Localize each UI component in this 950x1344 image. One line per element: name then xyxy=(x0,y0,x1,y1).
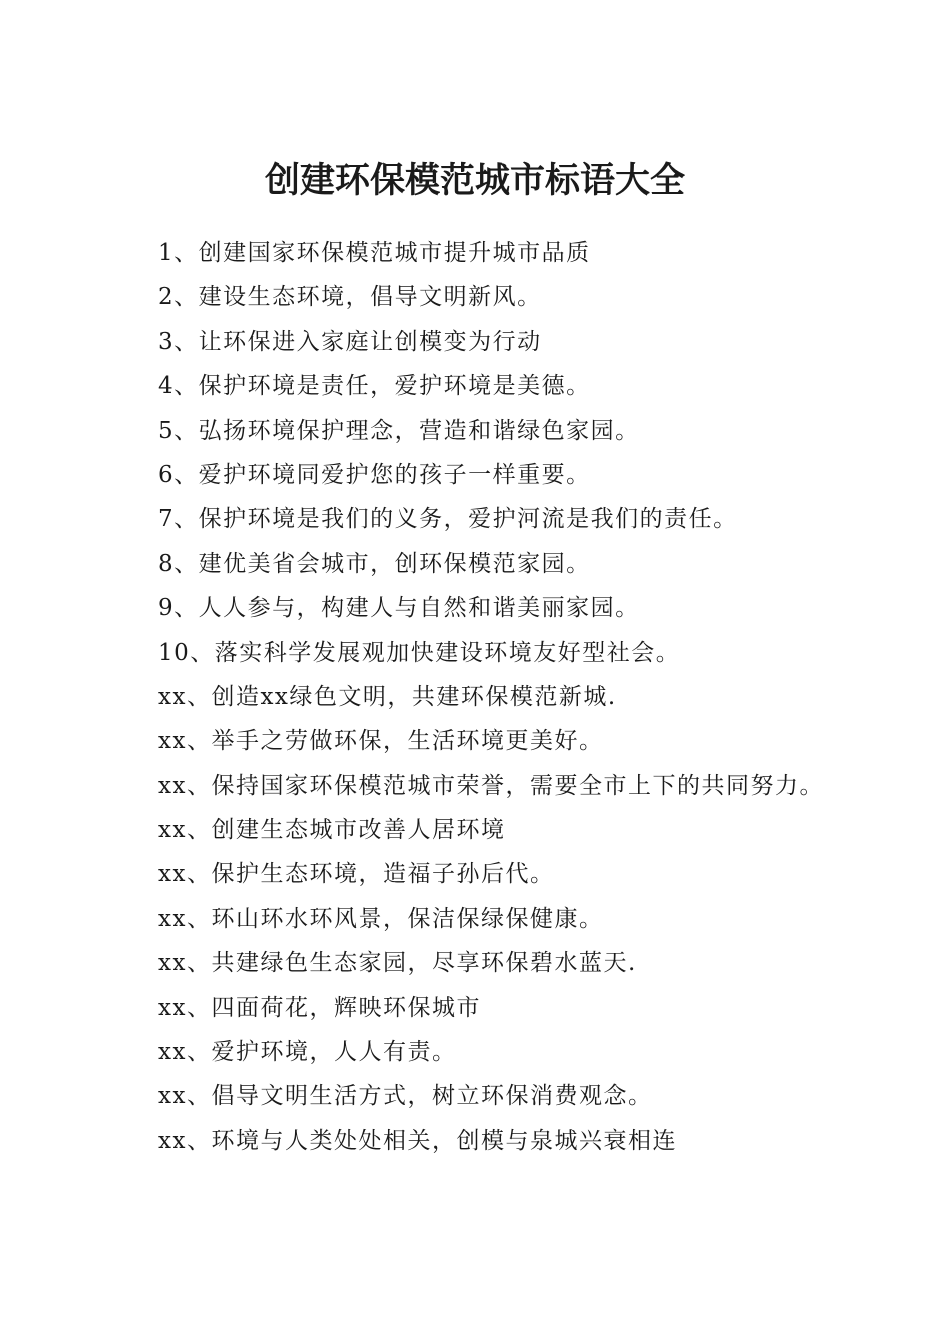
page-title: 创建环保模范城市标语大全 xyxy=(264,160,685,202)
list-item: 3、让环保进入家庭让创模变为行动 xyxy=(158,328,542,355)
list-item: xx、倡导文明生活方式，树立环保消费观念。 xyxy=(158,1083,653,1110)
list-item: 5、弘扬环境保护理念，营造和谐绿色家园。 xyxy=(158,417,640,444)
list-item: 8、建优美省会城市，创环保模范家园。 xyxy=(158,550,591,577)
list-item: xx、四面荷花，辉映环保城市 xyxy=(158,994,481,1021)
list-item: xx、保持国家环保模范城市荣誉，需要全市上下的共同努力。 xyxy=(158,772,824,799)
slogan-list xyxy=(158,233,824,1165)
list-item: xx、创建生态城市改善人居环境 xyxy=(158,817,506,844)
list-item: 2、建设生态环境，倡导文明新风。 xyxy=(158,284,542,311)
list-item: xx、环山环水环风景，保洁保绿保健康。 xyxy=(158,905,604,932)
list-item: xx、创造xx绿色文明，共建环保模范新城. xyxy=(158,683,617,710)
list-item: 6、爱护环境同爱护您的孩子一样重要。 xyxy=(158,461,591,488)
list-item: 9、人人参与，构建人与自然和谐美丽家园。 xyxy=(158,595,640,622)
list-item: xx、保护生态环境，造福子孙后代。 xyxy=(158,861,555,888)
list-item: xx、环境与人类处处相关，创模与泉城兴衰相连 xyxy=(158,1127,677,1154)
list-item: 4、保护环境是责任，爱护环境是美德。 xyxy=(158,373,591,400)
list-item: xx、共建绿色生态家园，尽享环保碧水蓝天. xyxy=(158,950,637,977)
list-item: xx、爱护环境，人人有责。 xyxy=(158,1039,457,1066)
list-item: 7、保护环境是我们的义务，爱护河流是我们的责任。 xyxy=(158,506,738,533)
list-item: 1、创建国家环保模范城市提升城市品质 xyxy=(158,240,591,266)
list-item: 10、落实科学发展观加快建设环境友好型社会。 xyxy=(158,639,681,666)
list-item: xx、举手之劳做环保，生活环境更美好。 xyxy=(158,728,604,755)
